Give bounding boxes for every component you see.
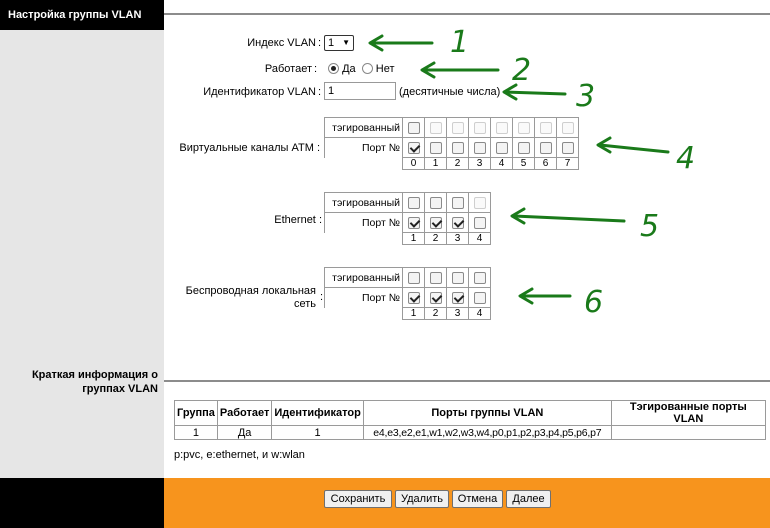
annotation-arrowhead-icon — [598, 138, 610, 152]
atm-label — [170, 142, 320, 154]
vlan-index-colon: : — [318, 37, 322, 49]
atm-port-checkbox-1[interactable] — [430, 142, 442, 154]
annotation-arrowhead-icon — [504, 85, 516, 99]
dropdown-arrow-icon: ▼ — [342, 38, 350, 47]
ethernet-label — [170, 214, 322, 226]
port-type-legend: p:pvc, e:ethernet, и w:wlan — [174, 449, 305, 461]
table-cell: e4,e3,e2,e1,w1,w2,w3,w4,p0,p1,p2,p3,p4,p5,p6,p7 — [363, 426, 611, 440]
summary-heading — [0, 368, 158, 396]
active-no-radio[interactable] — [362, 63, 373, 74]
annotation-arrow-icon — [514, 216, 624, 221]
atm-port-number: 2 — [447, 158, 469, 170]
wlan-port-number: 1 — [403, 308, 425, 320]
atm-port-number: 4 — [491, 158, 513, 170]
annotation-number: 1 — [450, 25, 470, 60]
atm-port-checkbox-0[interactable] — [408, 142, 420, 154]
wlan-port-number: 3 — [447, 308, 469, 320]
annotation-arrowhead-icon — [520, 289, 532, 303]
next-button[interactable]: Далее — [506, 490, 551, 508]
annotation-number: 4 — [676, 141, 696, 176]
ethernet-port-label: Порт № — [325, 213, 403, 233]
atm-port-checkbox-4[interactable] — [496, 142, 508, 154]
vlan-id-colon: : — [318, 86, 322, 98]
atm-colon: : — [316, 142, 320, 154]
wlan-label — [170, 285, 316, 311]
ethernet-tagged-checkbox-1[interactable] — [408, 197, 420, 209]
wlan-port-checkbox-3[interactable] — [452, 292, 464, 304]
wlan-port-number: 2 — [425, 308, 447, 320]
wlan-port-table — [324, 267, 491, 320]
ethernet-port-number: 4 — [469, 233, 491, 245]
atm-port-number: 7 — [557, 158, 579, 170]
vlan-index-value: 1 — [328, 37, 335, 49]
table-cell: Да — [217, 426, 271, 440]
active-label: Работает — [264, 63, 312, 75]
atm-port-checkbox-7[interactable] — [562, 142, 574, 154]
wlan-port-checkbox-2[interactable] — [430, 292, 442, 304]
ethernet-port-checkbox-3[interactable] — [452, 217, 464, 229]
atm-port-checkbox-6[interactable] — [540, 142, 552, 154]
ethernet-tagged-checkbox-4[interactable] — [474, 197, 486, 209]
cancel-button[interactable]: Отмена — [452, 490, 503, 508]
annotation-arrow-icon — [600, 145, 668, 152]
atm-tagged-label: тэгированный — [325, 118, 403, 138]
annotation-arrowhead-icon — [512, 209, 524, 223]
column-header: Тэгированные порты VLAN — [611, 401, 765, 426]
ethernet-port-number: 2 — [425, 233, 447, 245]
vlan-index-label: Индекс VLAN — [247, 37, 316, 49]
atm-port-label: Порт № — [325, 138, 403, 158]
wlan-tagged-checkbox-2[interactable] — [430, 272, 442, 284]
save-button[interactable]: Сохранить — [324, 490, 392, 508]
summary-divider — [164, 380, 770, 382]
annotation-number: 6 — [584, 285, 604, 320]
wlan-tagged-checkbox-3[interactable] — [452, 272, 464, 284]
active-colon: : — [314, 63, 318, 75]
atm-tagged-checkbox-5[interactable] — [518, 122, 530, 134]
ethernet-colon: : — [318, 214, 322, 226]
column-header: Работает — [217, 401, 271, 426]
atm-port-checkbox-5[interactable] — [518, 142, 530, 154]
vlan-index-select[interactable] — [324, 35, 354, 51]
ethernet-port-checkbox-1[interactable] — [408, 217, 420, 229]
vlan-summary-table — [174, 400, 766, 440]
annotation-number: 3 — [576, 79, 596, 114]
summary-heading-line2: группах VLAN — [82, 383, 158, 395]
annotation-arrowhead-icon — [422, 63, 434, 77]
ethernet-port-number: 1 — [403, 233, 425, 245]
atm-port-number: 5 — [513, 158, 535, 170]
active-no-label: Нет — [375, 63, 395, 75]
ethernet-tagged-checkbox-2[interactable] — [430, 197, 442, 209]
annotation-number: 5 — [640, 209, 660, 244]
atm-tagged-checkbox-7[interactable] — [562, 122, 574, 134]
ethernet-port-checkbox-2[interactable] — [430, 217, 442, 229]
atm-label-text: Виртуальные каналы ATM — [179, 142, 314, 154]
ethernet-port-table — [324, 192, 491, 245]
wlan-tagged-checkbox-1[interactable] — [408, 272, 420, 284]
annotation-arrowhead-icon — [370, 36, 382, 50]
wlan-port-label: Порт № — [325, 288, 403, 308]
ethernet-port-checkbox-4[interactable] — [474, 217, 486, 229]
atm-port-checkbox-3[interactable] — [474, 142, 486, 154]
vlan-id-input[interactable] — [324, 82, 396, 100]
table-cell: 1 — [175, 426, 218, 440]
wlan-tagged-checkbox-4[interactable] — [474, 272, 486, 284]
top-divider — [164, 13, 770, 15]
delete-button[interactable]: Удалить — [395, 490, 449, 508]
atm-tagged-checkbox-4[interactable] — [496, 122, 508, 134]
atm-port-checkbox-2[interactable] — [452, 142, 464, 154]
ethernet-tagged-checkbox-3[interactable] — [452, 197, 464, 209]
ethernet-tagged-label: тэгированный — [325, 193, 403, 213]
wlan-label-line1: Беспроводная локальная — [185, 285, 316, 297]
atm-port-number: 6 — [535, 158, 557, 170]
atm-port-number: 0 — [403, 158, 425, 170]
column-header: Группа — [175, 401, 218, 426]
wlan-label-line2: сеть — [293, 298, 316, 310]
vlan-id-hint: (десятичные числа) — [399, 86, 501, 98]
atm-tagged-checkbox-6[interactable] — [540, 122, 552, 134]
page-title: Настройка группы VLAN — [0, 0, 164, 30]
vlan-id-label: Идентификатор VLAN — [203, 86, 316, 98]
atm-tagged-checkbox-3[interactable] — [474, 122, 486, 134]
atm-tagged-checkbox-1[interactable] — [430, 122, 442, 134]
column-header: Порты группы VLAN — [363, 401, 611, 426]
ethernet-port-number: 3 — [447, 233, 469, 245]
atm-tagged-checkbox-2[interactable] — [452, 122, 464, 134]
column-header: Идентификатор — [272, 401, 364, 426]
table-cell — [611, 426, 765, 440]
annotation-arrow-icon — [506, 92, 565, 94]
summary-heading-line1: Краткая информация о — [31, 369, 158, 381]
atm-port-number: 3 — [469, 158, 491, 170]
annotation-number: 2 — [512, 53, 532, 88]
wlan-port-number: 4 — [469, 308, 491, 320]
wlan-port-checkbox-1[interactable] — [408, 292, 420, 304]
footer-left — [0, 478, 164, 528]
table-cell: 1 — [272, 426, 364, 440]
active-radio-group — [328, 63, 395, 75]
ethernet-label-text: Ethernet — [274, 214, 316, 226]
active-yes-label: Да — [342, 63, 356, 75]
table-row — [175, 426, 766, 440]
active-yes-radio[interactable] — [328, 63, 339, 74]
atm-tagged-checkbox-0[interactable] — [408, 122, 420, 134]
atm-port-number: 1 — [425, 158, 447, 170]
wlan-tagged-label: тэгированный — [325, 268, 403, 288]
atm-port-table — [324, 117, 579, 170]
wlan-colon: : — [320, 291, 324, 303]
wlan-port-checkbox-4[interactable] — [474, 292, 486, 304]
left-sidebar — [0, 0, 164, 478]
table-header-row — [175, 401, 766, 426]
